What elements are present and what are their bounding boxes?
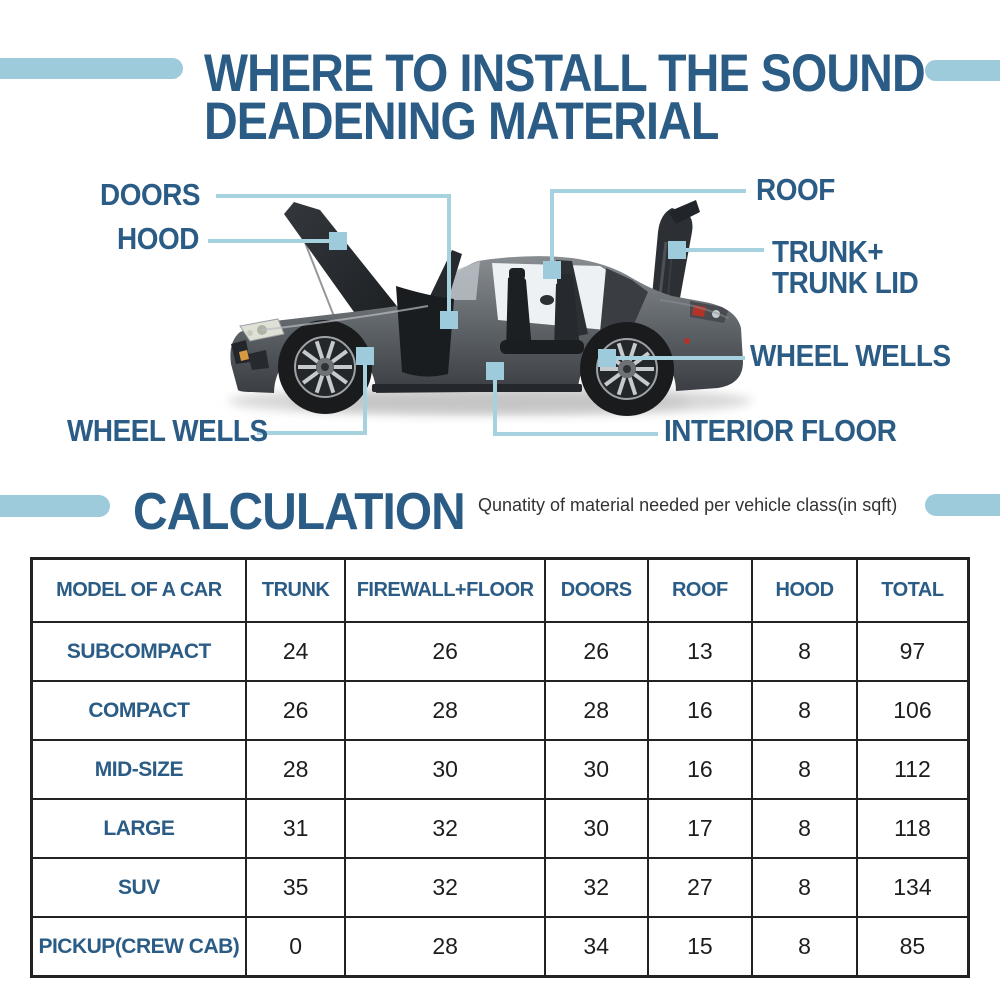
cell-value: 32 — [345, 799, 544, 858]
car-rear-wheel — [580, 322, 674, 416]
cell-value: 16 — [648, 740, 753, 799]
cell-value: 30 — [545, 799, 648, 858]
cell-value: 8 — [752, 681, 857, 740]
cell-value: 32 — [345, 858, 544, 917]
cell-value: 106 — [857, 681, 969, 740]
col-header-trunk: TRUNK — [246, 559, 346, 623]
row-model: SUV — [32, 858, 246, 917]
marker-square-interior-floor — [486, 362, 504, 380]
car-rocker-panel — [372, 384, 582, 392]
cell-value: 30 — [545, 740, 648, 799]
cell-value: 31 — [246, 799, 346, 858]
cell-value: 13 — [648, 622, 753, 681]
col-header-model: MODEL OF A CAR — [32, 559, 246, 623]
table-row — [32, 681, 969, 740]
table-header-row — [32, 559, 969, 623]
cell-value: 34 — [545, 917, 648, 977]
material-quantity-table — [30, 557, 970, 978]
cell-value: 16 — [648, 681, 753, 740]
label-wheel-wells-left: WHEEL WELLS — [67, 413, 268, 448]
calculation-title: CALCULATION — [133, 483, 465, 541]
label-interior-floor: INTERIOR FLOOR — [664, 413, 897, 448]
cell-value: 8 — [752, 740, 857, 799]
row-model: MID-SIZE — [32, 740, 246, 799]
page-title-line1: WHERE TO INSTALL THE SOUND — [204, 44, 925, 103]
cell-value: 8 — [752, 858, 857, 917]
cell-value: 28 — [246, 740, 346, 799]
cell-value: 8 — [752, 799, 857, 858]
cell-value: 35 — [246, 858, 346, 917]
row-model: COMPACT — [32, 681, 246, 740]
cell-value: 0 — [246, 917, 346, 977]
marker-square-roof — [543, 261, 561, 279]
table-row — [32, 799, 969, 858]
label-trunk — [772, 236, 918, 298]
label-doors: DOORS — [100, 177, 201, 212]
cell-value: 8 — [752, 917, 857, 977]
cell-value: 26 — [246, 681, 346, 740]
marker-square-hood — [329, 232, 347, 250]
cell-value: 27 — [648, 858, 753, 917]
col-header-roof: ROOF — [648, 559, 753, 623]
label-trunk-line2: TRUNK LID — [772, 265, 919, 300]
calculation-subtitle: Qunatity of material needed per vehicle class(in sqft) — [478, 495, 898, 515]
calc-accent-bar-left — [0, 495, 110, 517]
table-row — [32, 858, 969, 917]
cell-value: 28 — [545, 681, 648, 740]
label-trunk-line1: TRUNK+ — [772, 234, 884, 269]
col-header-doors: DOORS — [545, 559, 648, 623]
cell-value: 26 — [545, 622, 648, 681]
table-row — [32, 622, 969, 681]
cell-value: 97 — [857, 622, 969, 681]
marker-square-wheel-wells-left — [356, 347, 374, 365]
car-mirror — [540, 295, 554, 305]
calc-accent-bar-right — [925, 494, 1000, 516]
cell-value: 85 — [857, 917, 969, 977]
marker-square-trunk — [668, 241, 686, 259]
label-wheel-wells-right: WHEEL WELLS — [750, 338, 951, 373]
cell-value: 30 — [345, 740, 544, 799]
cell-value: 15 — [648, 917, 753, 977]
row-model: LARGE — [32, 799, 246, 858]
cell-value: 28 — [345, 681, 544, 740]
cell-value: 112 — [857, 740, 969, 799]
cell-value: 118 — [857, 799, 969, 858]
cell-value: 134 — [857, 858, 969, 917]
cell-value: 26 — [345, 622, 544, 681]
material-table-container — [30, 557, 970, 978]
marker-square-wheel-wells-right — [598, 349, 616, 367]
cell-value: 8 — [752, 622, 857, 681]
row-model: SUBCOMPACT — [32, 622, 246, 681]
cell-value: 24 — [246, 622, 346, 681]
col-header-total: TOTAL — [857, 559, 969, 623]
col-header-firewall-floor: FIREWALL+FLOOR — [345, 559, 544, 623]
col-header-hood: HOOD — [752, 559, 857, 623]
marker-square-doors — [440, 311, 458, 329]
car-illustration — [230, 200, 743, 416]
row-model: PICKUP(CREW CAB) — [32, 917, 246, 977]
table-row — [32, 917, 969, 977]
page-title-line2: DEADENING MATERIAL — [204, 92, 719, 151]
cell-value: 32 — [545, 858, 648, 917]
label-hood: HOOD — [117, 221, 199, 256]
car-front-wheel — [278, 320, 372, 414]
cell-value: 17 — [648, 799, 753, 858]
table-row — [32, 740, 969, 799]
cell-value: 28 — [345, 917, 544, 977]
label-roof: ROOF — [756, 172, 835, 207]
